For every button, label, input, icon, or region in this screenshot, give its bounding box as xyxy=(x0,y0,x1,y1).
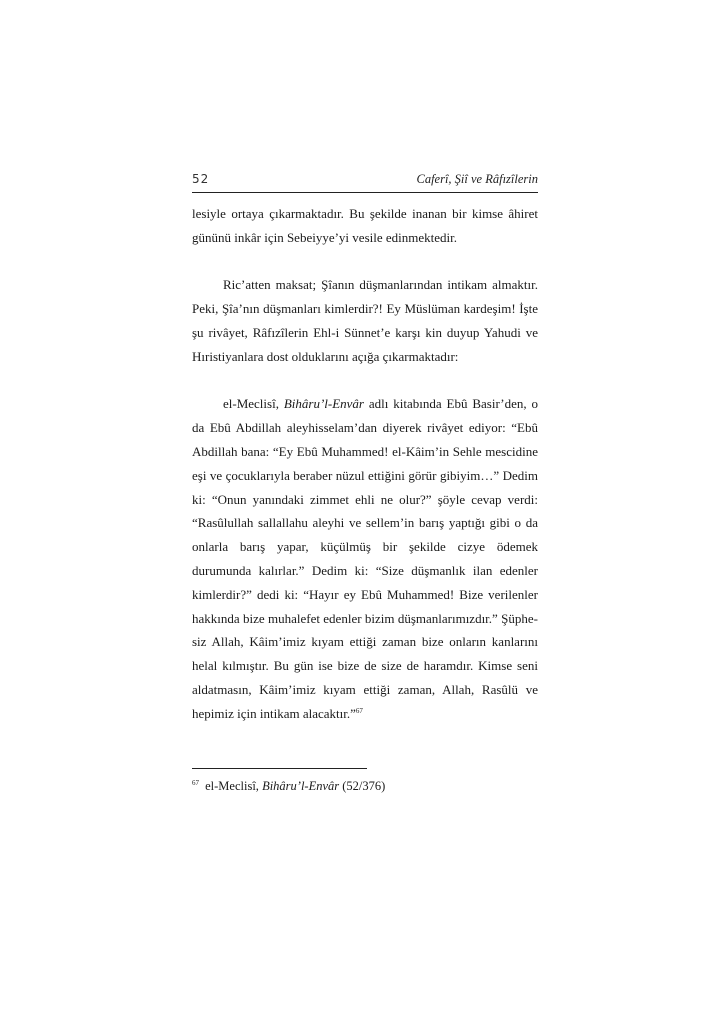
body-text xyxy=(192,202,538,726)
footnote-divider xyxy=(192,768,367,769)
book-title: Bihâru’l-Envâr xyxy=(283,396,364,412)
paragraph-quote xyxy=(192,392,538,725)
page-number: 52 xyxy=(192,172,210,186)
footnote-reference-text: (52/376) xyxy=(339,779,386,793)
footnote-book-title: Bihâru’l-Envâr xyxy=(262,779,340,793)
page-header xyxy=(192,170,538,193)
paragraph-quote-intro: el-Meclisî, xyxy=(223,396,284,412)
paragraph-ricat: Ric’atten maksat; Şîanın düşmanlarından intikam almaktır. Peki, Şîa’nın düşmanları kimlerdir?! Ey Müslüman kardeşim! İşte şu rivâyet, Râfızîlerin Ehl-i Sünnet’e karşı kin duyup Yahudi ve Hıristiyanlara dost olduklarını açığa çıkarmaktadır: xyxy=(192,277,538,364)
running-title: Caferî, Şiî ve Râfızîlerin xyxy=(416,172,538,186)
paragraph-continuation: lesiyle ortaya çıkarmaktadır. Bu şekilde inanan bir kimse âhiret gününü inkâr için Sebeiyye’yi vesile edinmektedir. xyxy=(192,206,538,245)
footnote-reference[interactable]: 67 xyxy=(355,706,363,715)
paragraph-quote-text: adlı kitabında Ebû Basir’den, o da Ebû Abdillah aleyhisselam’dan diyerek rivâyet ediyor: “Ebû Abdillah bana: “Ey Ebû Muhammed! el-Kâim’in Sehle mescidine eşi ve çocuklarıyla beraber nüzul ettiğini görür gibiyim…” Dedim ki: “Onun yanındaki zimmet ehli ne olur?” şöyle cevap verdi: “Rasûlullah sallallahu aleyhi ve sellem’in barış yaptığı gibi o da onlarla barış yapar, küçülmüş bir şekilde cizye ödemek durumunda kalırlar.” Dedim ki: “Size düşmanlık ilan edenler kimlerdir?” dedi ki: “Hayır ey Ebû Muhammed! Bize verilenler hakkında bize muhalefet edenler bizim düşmanlarımızdır.” Şüphesiz Allah, Kâim’imiz kıyam ettiği zaman bize onların kanlarını helal kılmıştır. Bu gün ise bize de size de haramdır. Kimse seni aldatmasın, Kâim’imiz kıyam ettiği zaman, Allah, Rasûlü ve hepimiz için intikam alacaktır.” xyxy=(192,396,538,721)
footnote-author: el-Meclisî, xyxy=(202,779,263,793)
footnote-number: 67 xyxy=(192,779,199,787)
footnote xyxy=(192,776,538,796)
